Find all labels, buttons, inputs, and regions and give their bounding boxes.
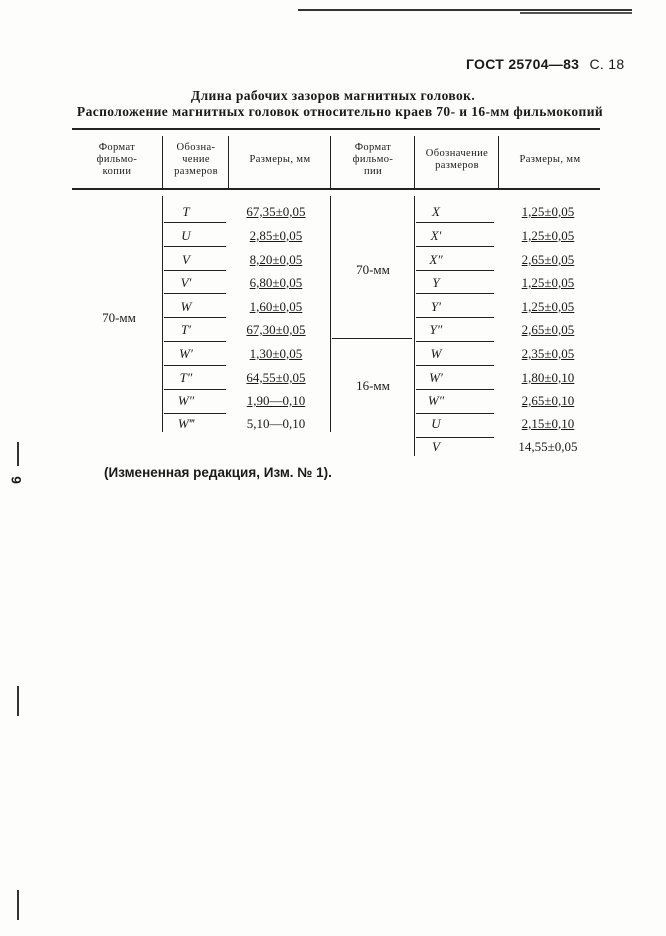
value-cell: 1,90—0,10 [246,393,306,408]
value-cell: 1,25±0,05 [521,275,575,290]
col-divider [330,196,331,432]
table-subtitle: Расположение магнитных головок относительно краев 70- и 16-мм фильмокопий [76,104,604,119]
symbol-cell: T′ [180,322,192,337]
row-rule [416,293,494,294]
symbol-cell: V′ [180,275,192,290]
col-divider [162,136,163,188]
margin-mark: 6 [7,476,24,484]
header-format-right: Формат фильмо- пии [352,142,394,177]
symbol-cell: W′ [429,370,443,385]
standard-number: ГОСТ 25704—83 [466,56,580,72]
symbol-cell: T [182,204,190,219]
margin-line [17,686,19,716]
col-divider [330,136,331,188]
row-rule [164,222,226,223]
symbol-cell: W‴ [177,416,195,431]
row-rule [164,341,226,342]
table-header-rule [72,188,600,190]
row-rule [416,437,494,438]
value-cell: 2,15±0,10 [521,416,575,431]
group-label-70mm-right: 70-мм [356,262,390,277]
row-rule [416,341,494,342]
row-rule [164,365,226,366]
value-cell: 64,55±0,05 [246,370,306,385]
col-divider [228,136,229,188]
row-rule [416,365,494,366]
value-cell: 2,65±0,10 [521,393,575,408]
symbol-cell: Y′ [430,299,442,314]
value-cell: 1,30±0,05 [249,346,303,361]
symbol-cell: Y [432,275,440,290]
value-cell: 2,35±0,05 [521,346,575,361]
symbol-cell: U [181,228,191,243]
value-cell: 1,25±0,05 [521,299,575,314]
margin-line [17,890,19,920]
row-rule [416,246,494,247]
symbol-cell: V [182,252,190,267]
value-cell: 1,60±0,05 [249,299,303,314]
row-rule [164,317,226,318]
value-cell: 1,25±0,05 [521,204,575,219]
header-size-right: Размеры, мм [519,154,581,165]
value-cell: 8,20±0,05 [249,252,303,267]
col-divider [498,136,499,188]
symbol-cell: X [432,204,440,219]
row-rule [416,413,494,414]
symbol-cell: X′ [430,228,442,243]
symbol-cell: W′ [179,346,193,361]
row-rule [416,270,494,271]
row-rule [164,270,226,271]
group-label-16mm: 16-мм [356,378,390,393]
row-rule [164,293,226,294]
row-rule [164,389,226,390]
row-rule [416,317,494,318]
value-cell: 67,30±0,05 [246,322,306,337]
symbol-cell: W [430,346,442,361]
row-rule [164,413,226,414]
margin-line [17,442,19,466]
amendment-note: (Измененная редакция, Изм. № 1). [104,465,332,480]
symbol-cell: W″ [177,393,195,408]
value-cell: 5,10—0,10 [246,416,306,431]
value-cell: 14,55±0,05 [518,439,578,454]
header-format: Формат фильмо- копии [96,142,138,177]
symbol-cell: U [431,416,441,431]
header-designation: Обозна- чение размеров [174,142,218,177]
symbol-cell: X″ [429,252,443,267]
row-rule [416,389,494,390]
value-cell: 2,85±0,05 [249,228,303,243]
header-designation-right: Обозначение размеров [425,148,489,171]
row-rule [416,222,494,223]
row-rule [164,246,226,247]
page-number: С. 18 [589,56,625,72]
symbol-cell: V [432,439,440,454]
value-cell: 6,80±0,05 [249,275,303,290]
symbol-cell: W [180,299,192,314]
value-cell: 1,80±0,10 [521,370,575,385]
table-top-rule [72,128,600,130]
symbol-cell: W″ [427,393,445,408]
value-cell: 1,25±0,05 [521,228,575,243]
table-title: Длина рабочих зазоров магнитных головок. [190,88,476,103]
group-label-70mm: 70-мм [102,310,136,325]
symbol-cell: Y″ [429,322,443,337]
value-cell: 67,35±0,05 [246,204,306,219]
col-divider [414,136,415,188]
header-size: Размеры, мм [249,154,311,165]
symbol-cell: T″ [179,370,193,385]
group-rule [332,338,412,339]
value-cell: 2,65±0,05 [521,322,575,337]
value-cell: 2,65±0,05 [521,252,575,267]
